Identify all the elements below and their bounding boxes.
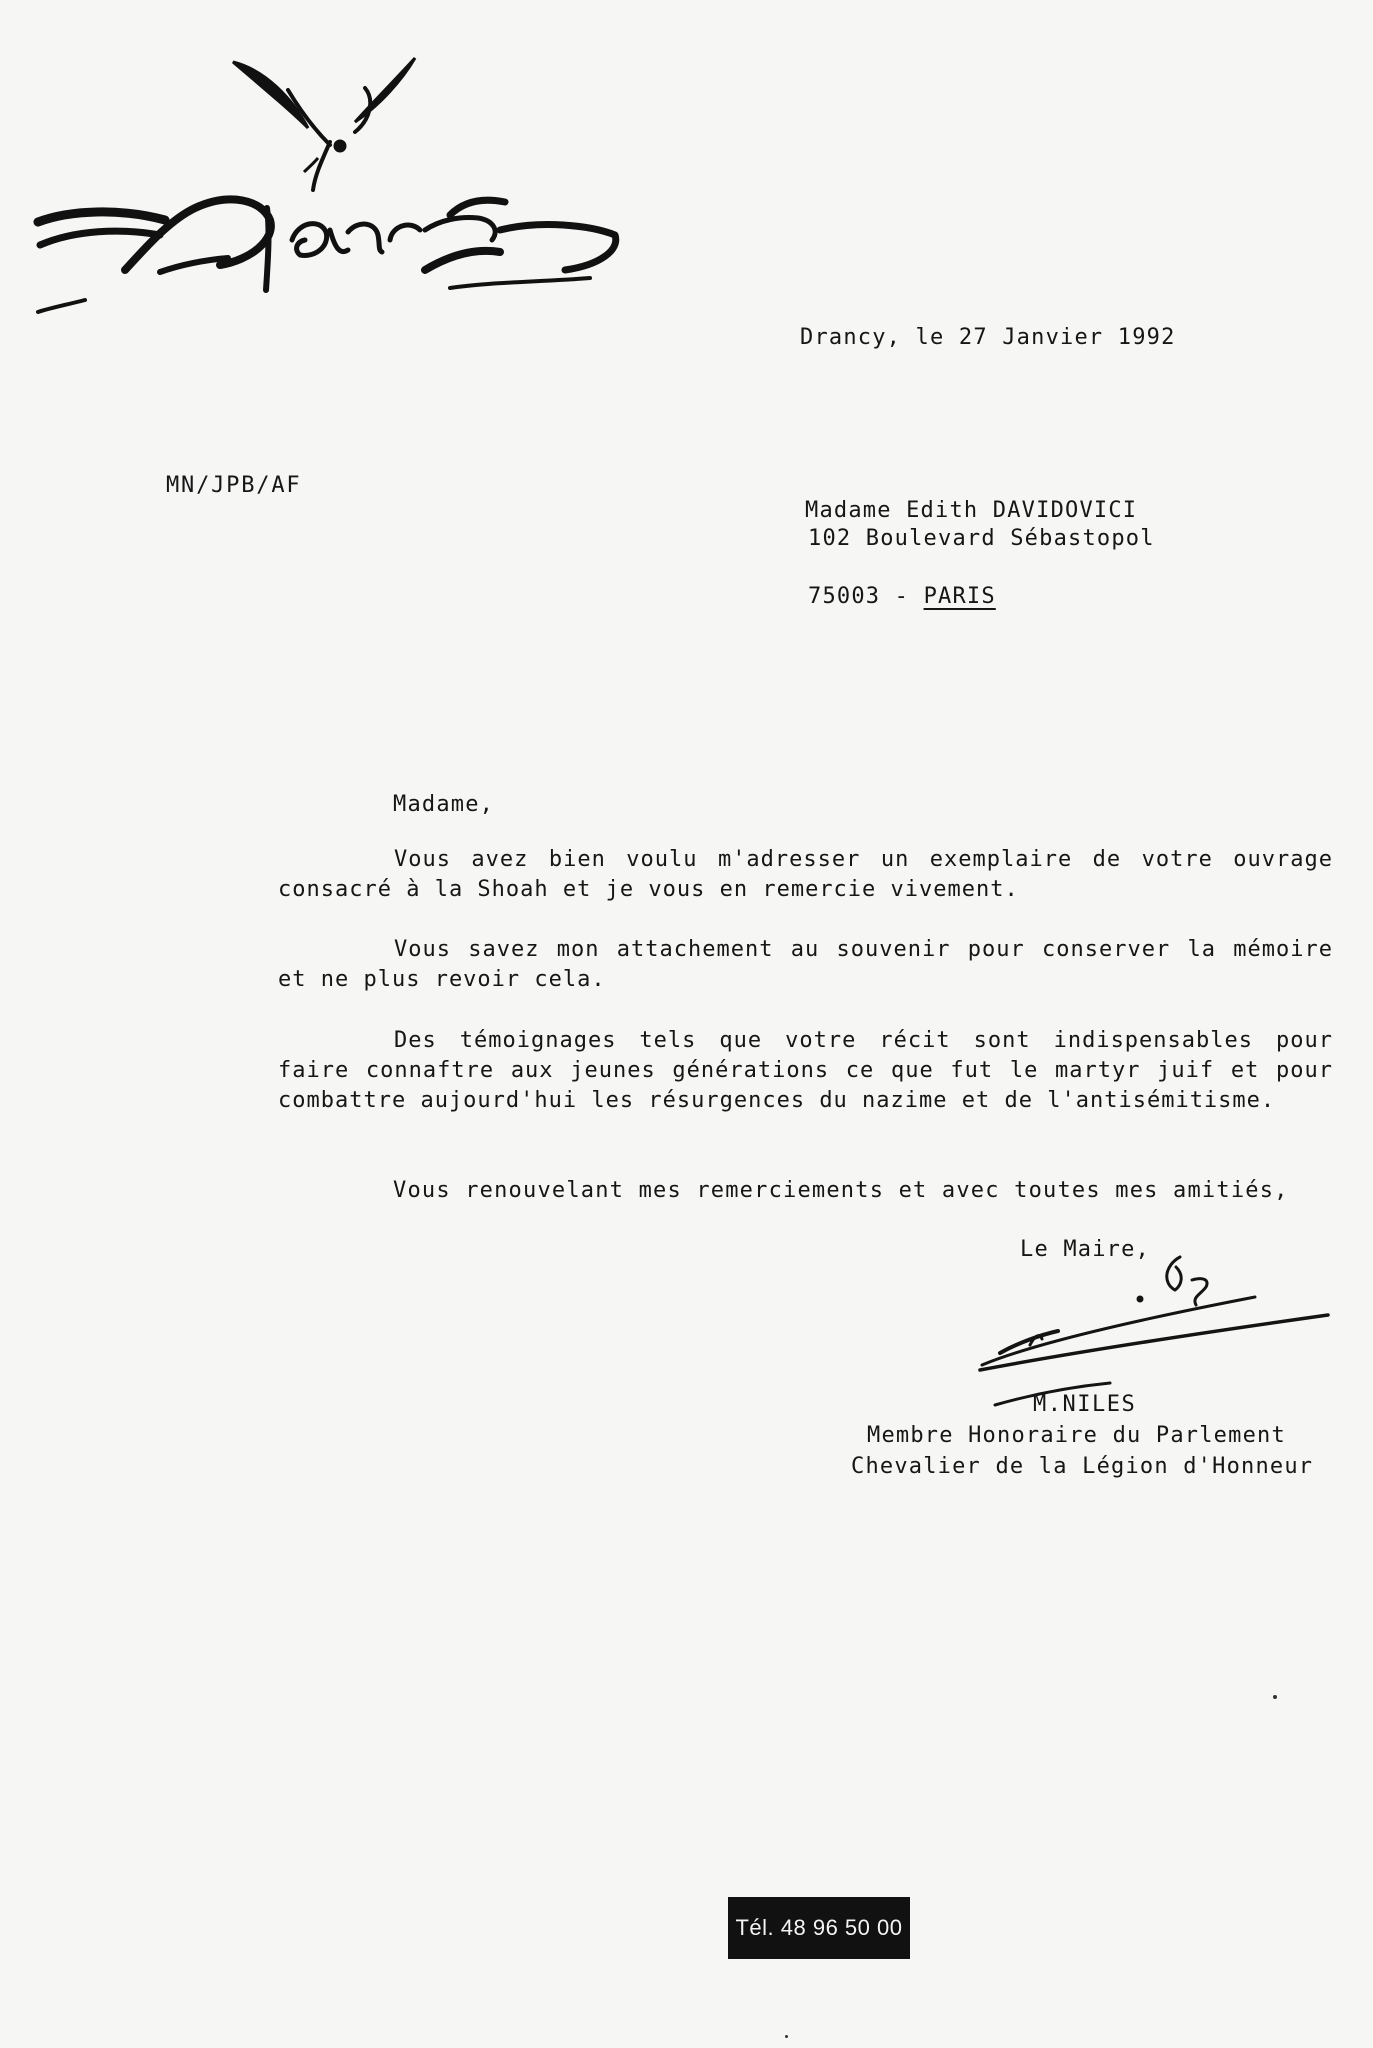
phone-number-box bbox=[728, 1897, 910, 1959]
recipient-city: PARIS bbox=[923, 584, 996, 609]
scan-speck bbox=[1273, 1695, 1277, 1699]
reference-code: MN/JPB/AF bbox=[166, 473, 302, 498]
scan-speck bbox=[785, 2035, 788, 2038]
paragraph-2: Vous savez mon attachement au souvenir pour conserver la mémoire et ne plus revoir cela. bbox=[278, 937, 1333, 992]
recipient-name: Madame Edith DAVIDOVICI bbox=[805, 498, 1138, 523]
date-line: Drancy, le 27 Janvier 1992 bbox=[800, 325, 1176, 350]
paragraph-1: Vous avez bien voulu m'adresser un exemplaire de votre ouvrage consacré à la Shoah et je vous en remercie vivement. bbox=[278, 847, 1333, 902]
signatory-role-1: Membre Honoraire du Parlement bbox=[867, 1423, 1286, 1448]
drancy-logo bbox=[30, 50, 620, 330]
signatory-name: M.NILES bbox=[1033, 1392, 1137, 1417]
paragraph-3: Des témoignages tels que votre récit sont indispensables pour faire connaftre aux jeunes générations ce que fut le martyr juif et pour combattre aujourd'hui les résurgences du nazime et de l'antisémitisme. bbox=[278, 1028, 1333, 1113]
drancy-wordmark bbox=[38, 199, 616, 312]
bird-icon bbox=[233, 58, 415, 190]
signatory-role-2: Chevalier de la Légion d'Honneur bbox=[851, 1454, 1314, 1479]
recipient-city-line bbox=[808, 582, 996, 612]
salutation: Madame, bbox=[393, 792, 495, 817]
recipient-street: 102 Boulevard Sébastopol bbox=[808, 526, 1155, 551]
recipient-postcode: 75003 - bbox=[808, 584, 924, 609]
signatory-title: Le Maire, bbox=[1020, 1237, 1151, 1262]
phone-number: Tél. 48 96 50 00 bbox=[735, 1915, 903, 1940]
closing-paragraph: Vous renouvelant mes remerciements et avec toutes mes amitiés, bbox=[393, 1178, 1289, 1203]
handwritten-signature bbox=[970, 1235, 1330, 1415]
